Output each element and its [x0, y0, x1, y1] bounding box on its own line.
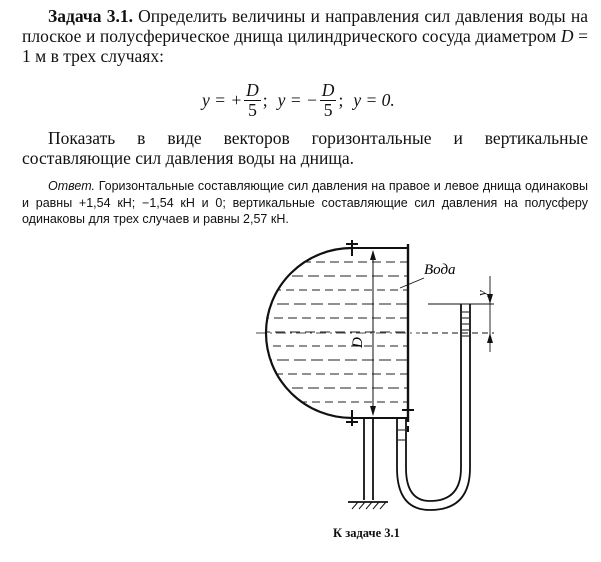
problem-text-2: = 1 м в трех случаях: — [22, 26, 588, 66]
fraction-1-den: 5 — [248, 99, 257, 120]
formula-sep-2: ; — [338, 89, 344, 110]
support-pipe — [364, 418, 373, 500]
figure-caption: К задаче 3.1 — [333, 526, 400, 540]
problem-label: Задача 3.1. — [48, 6, 133, 26]
y-dimension-label: y — [474, 290, 489, 296]
fraction-1-num: D — [246, 79, 259, 100]
answer-label: Ответ. — [48, 179, 95, 193]
ground-hatching — [352, 502, 386, 509]
formula-y2-lhs: y = − — [277, 89, 318, 110]
fraction-2-num: D — [321, 79, 335, 100]
formula-sep-1: ; — [262, 89, 268, 110]
fraction-2-den: 5 — [323, 99, 333, 120]
flanges — [346, 240, 414, 432]
answer-body: Горизонтальные составляющие сил давления на правое и левое днища одинаковы и равны +1,54 кН; −1,54 кН и 0; вертикальные составляющие сил давления на полусферу одинаковы для трех случаев и равны 2,57 кН. — [22, 179, 588, 226]
formula-y1-lhs: y = + — [202, 89, 243, 110]
problem-text-1: Определить величины и направления сил давления воды на плоское и полусферическое днища цилиндрического сосуда диаметром — [22, 6, 588, 46]
problem-var-d: D — [560, 26, 574, 46]
water-label: Вода — [424, 262, 456, 278]
instruction-text: Показать в виде векторов горизонтальные и вертикальные составляющие сил давления воды на днища. — [22, 128, 588, 168]
d-dimension-label: D — [350, 337, 366, 348]
formula-y3: y = 0. — [353, 89, 395, 110]
